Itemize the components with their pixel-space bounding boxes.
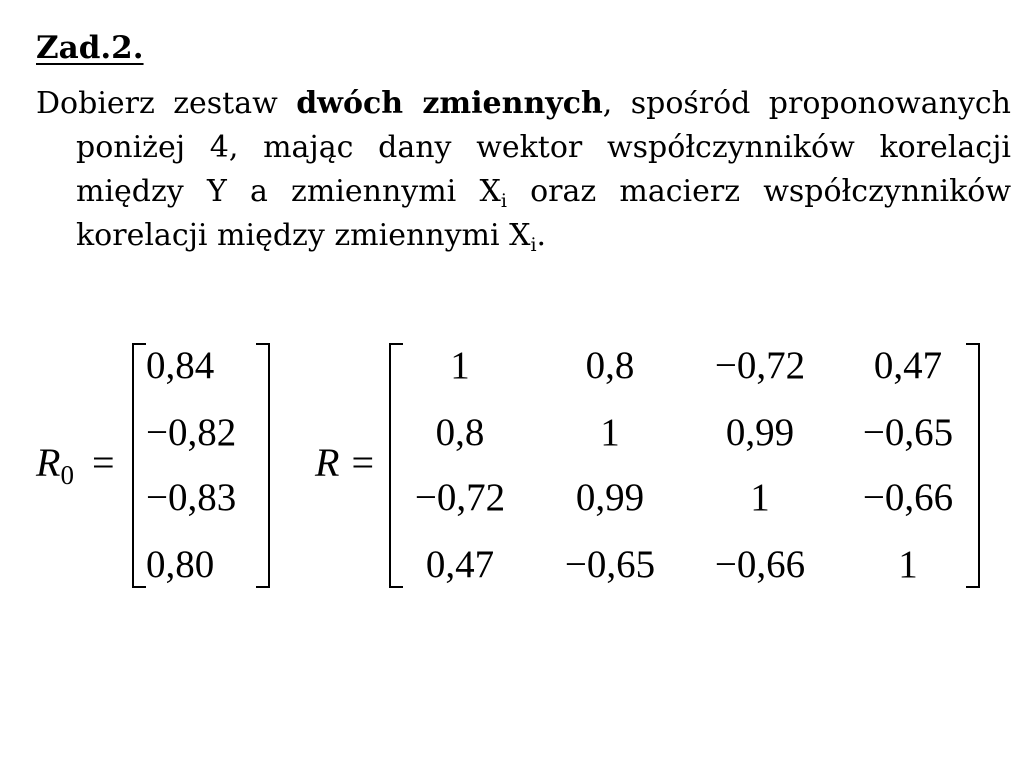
- matrix-cell: 0,47: [873, 344, 943, 387]
- vector-left-bracket: [132, 343, 146, 588]
- matrix-cell: 0,99: [575, 476, 645, 519]
- vector-cell: 0,84: [146, 344, 215, 387]
- matrix-cell: 0,99: [725, 411, 795, 454]
- description-text-2: , spośród proponowanych poniżej 4, mając dany wektor współczynników korelacji między Y a zmiennymi X: [76, 86, 1011, 209]
- vector-label: $R_0$ =: [36, 440, 115, 490]
- vector-cell: −0,82: [146, 411, 237, 454]
- matrix-cell: 1: [898, 543, 918, 586]
- matrix-cell: −0,66: [714, 543, 806, 586]
- task-title: Zad.2.: [36, 30, 144, 66]
- description-text-1: Dobierz zestaw: [36, 86, 297, 121]
- matrix-cell: −0,72: [714, 344, 806, 387]
- matrix-cell: 1: [600, 411, 620, 454]
- matrix-cell: 0,8: [435, 411, 485, 454]
- matrix-cell: 0,8: [585, 344, 635, 387]
- vector-cell: −0,83: [146, 476, 237, 519]
- matrix-cell: 1: [450, 344, 470, 387]
- vector-right-bracket: [256, 343, 270, 588]
- subscript-i: i: [500, 190, 507, 212]
- description-text-3: oraz macierz współczynników korelacji między zmiennymi X: [76, 174, 1011, 253]
- matrix-right-bracket: [966, 343, 980, 588]
- matrix-cell: −0,65: [862, 411, 954, 454]
- matrix-cell: −0,66: [862, 476, 954, 519]
- description-bold: dwóch zmiennych: [296, 86, 603, 121]
- matrix-cell: −0,65: [564, 543, 656, 586]
- subscript-i: i: [530, 234, 537, 256]
- description-text-4: .: [536, 218, 547, 253]
- matrix-cell: 0,47: [425, 543, 495, 586]
- matrix-label: R =: [315, 440, 374, 485]
- matrix-cell: −0,72: [414, 476, 506, 519]
- matrix-cell: 1: [750, 476, 770, 519]
- vector-cell: 0,80: [146, 543, 215, 586]
